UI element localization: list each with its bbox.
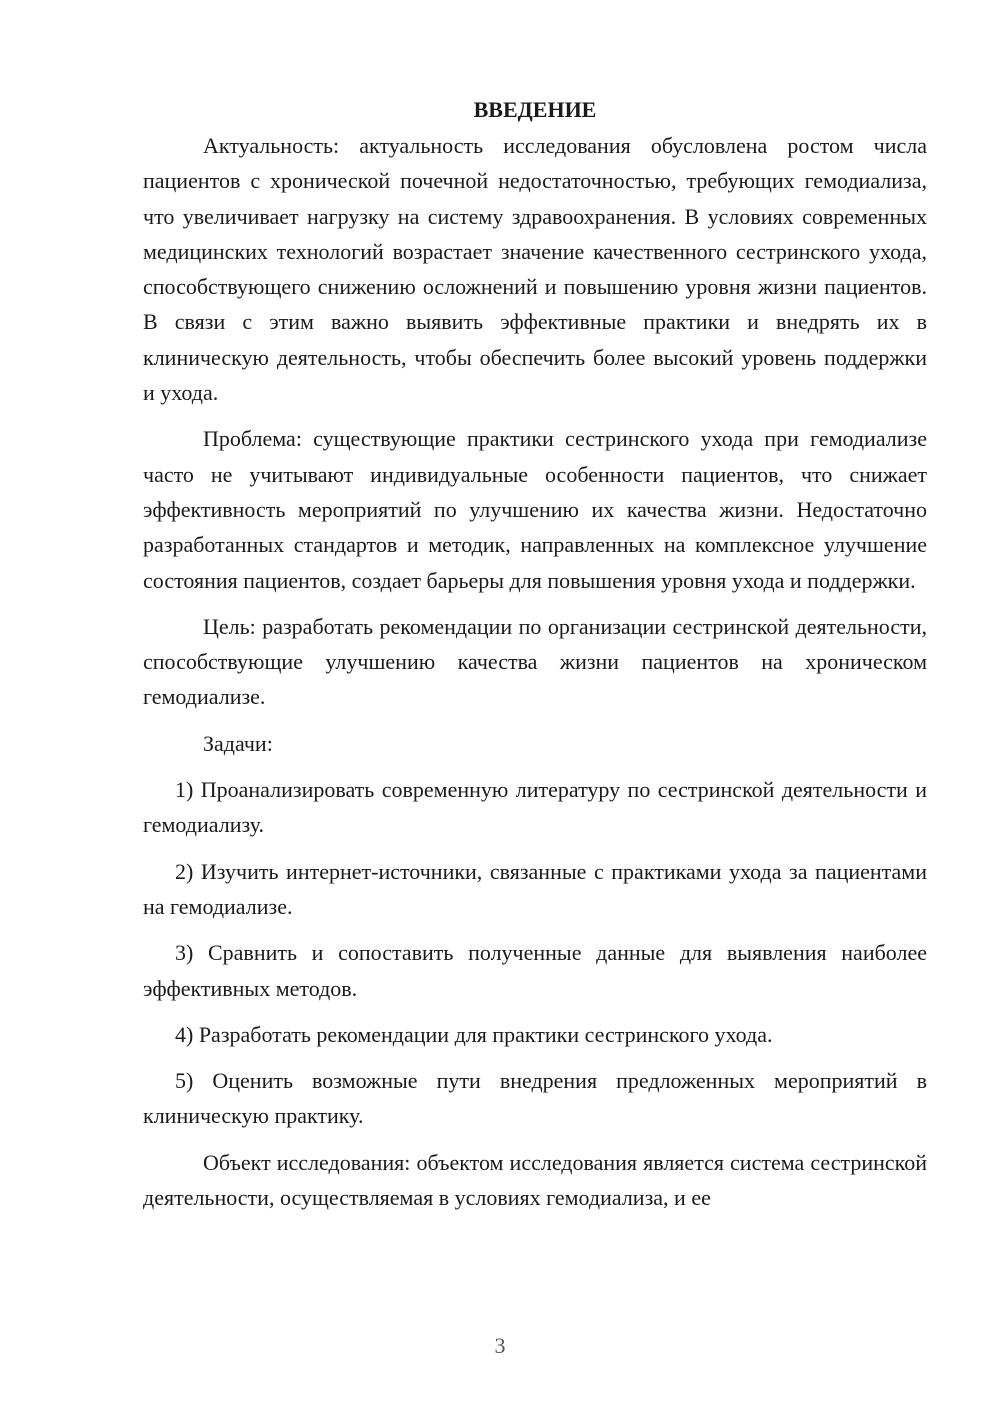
paragraph-problem: Проблема: существующие практики сестринского ухода при гемодиализе часто не учитывают индивидуальные особенности пациентов, что снижает эффективность мероприятий по улучшению их качества жизни. Недостаточно разработанных стандартов и методик, направленных на комплексное улучшение состояния пациентов, создает барьеры для повышения уровня ухода и поддержки. (143, 426, 927, 593)
paragraph-relevance: Актуальность: актуальность исследования обусловлена ростом числа пациентов с хронической почечной недостаточностью, требующих гемодиализа, что увеличивает нагрузку на систему здравоохранения. В условиях современных медицинских технологий возрастает значение качественного сестринского ухода, способствующего снижению осложнений и повышению уровня жизни пациентов. В связи с этим важно выявить эффективные практики и внедрять их в клиническую деятельность, чтобы обеспечить более высокий уровень поддержки и ухода. (143, 133, 927, 406)
paragraph-tasks-heading: Задачи: (203, 730, 273, 756)
page-number: 3 (494, 1333, 506, 1358)
task-item-3: 3) Сравнить и сопоставить полученные данные для выявления наиболее эффективных методов. (143, 940, 927, 1001)
section-title: ВВЕДЕНИЕ (473, 97, 597, 122)
task-item-1: 1) Проанализировать современную литературу по сестринской деятельности и гемодиализу. (143, 777, 927, 838)
paragraph-goal: Цель: разработать рекомендации по организации сестринской деятельности, способствующие улучшению качества жизни пациентов на хроническом гемодиализе. (143, 613, 927, 710)
task-item-2: 2) Изучить интернет-источники, связанные с практиками ухода за пациентами на гемодиализе. (143, 858, 927, 919)
task-item-4: 4) Разработать рекомендации для практики сестринского ухода. (175, 1021, 773, 1047)
document-page (143, 94, 927, 1226)
paragraph-object: Объект исследования: объектом исследования является система сестринской деятельности, осуществляемая в условиях гемодиализа, и ее (143, 1149, 927, 1211)
task-item-5: 5) Оценить возможные пути внедрения предложенных мероприятий в клиническую практику. (143, 1068, 927, 1129)
